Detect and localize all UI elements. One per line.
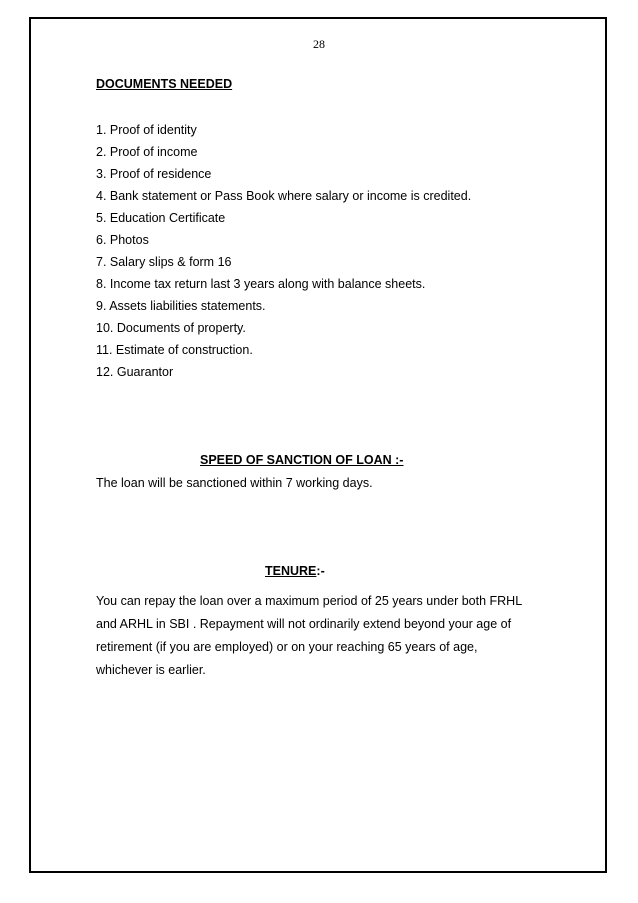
documents-heading: DOCUMENTS NEEDED xyxy=(96,77,233,91)
list-item: 7. Salary slips & form 16 xyxy=(96,255,232,269)
sanction-text: The loan will be sanctioned within 7 working days. xyxy=(96,476,373,490)
list-item: 11. Estimate of construction. xyxy=(96,343,253,357)
list-item: 5. Education Certificate xyxy=(96,211,226,225)
list-item: 9. Assets liabilities statements. xyxy=(96,299,266,313)
tenure-heading-suffix: :- xyxy=(316,564,325,578)
tenure-paragraph xyxy=(96,590,566,682)
tenure-line: You can repay the loan over a maximum period of 25 years under both FRHL xyxy=(96,594,523,608)
list-item: 10. Documents of property. xyxy=(96,321,246,335)
list-item: 4. Bank statement or Pass Book where salary or income is credited. xyxy=(96,189,472,203)
list-item: 1. Proof of identity xyxy=(96,123,197,137)
documents-list xyxy=(96,119,471,383)
list-item: 6. Photos xyxy=(96,233,149,247)
tenure-line: and ARHL in SBI . Repayment will not ordinarily extend beyond your age of xyxy=(96,617,512,631)
tenure-heading-main: TENURE xyxy=(265,564,317,578)
tenure-line: whichever is earlier. xyxy=(96,663,206,677)
tenure-line: retirement (if you are employed) or on your reaching 65 years of age, xyxy=(96,640,478,654)
list-item: 12. Guarantor xyxy=(96,365,174,379)
list-item: 2. Proof of income xyxy=(96,145,198,159)
tenure-heading xyxy=(265,564,325,578)
list-item: 3. Proof of residence xyxy=(96,167,212,181)
sanction-heading: SPEED OF SANCTION OF LOAN :- xyxy=(200,453,404,467)
list-item: 8. Income tax return last 3 years along with balance sheets. xyxy=(96,277,426,291)
page-number: 28 xyxy=(313,37,325,51)
